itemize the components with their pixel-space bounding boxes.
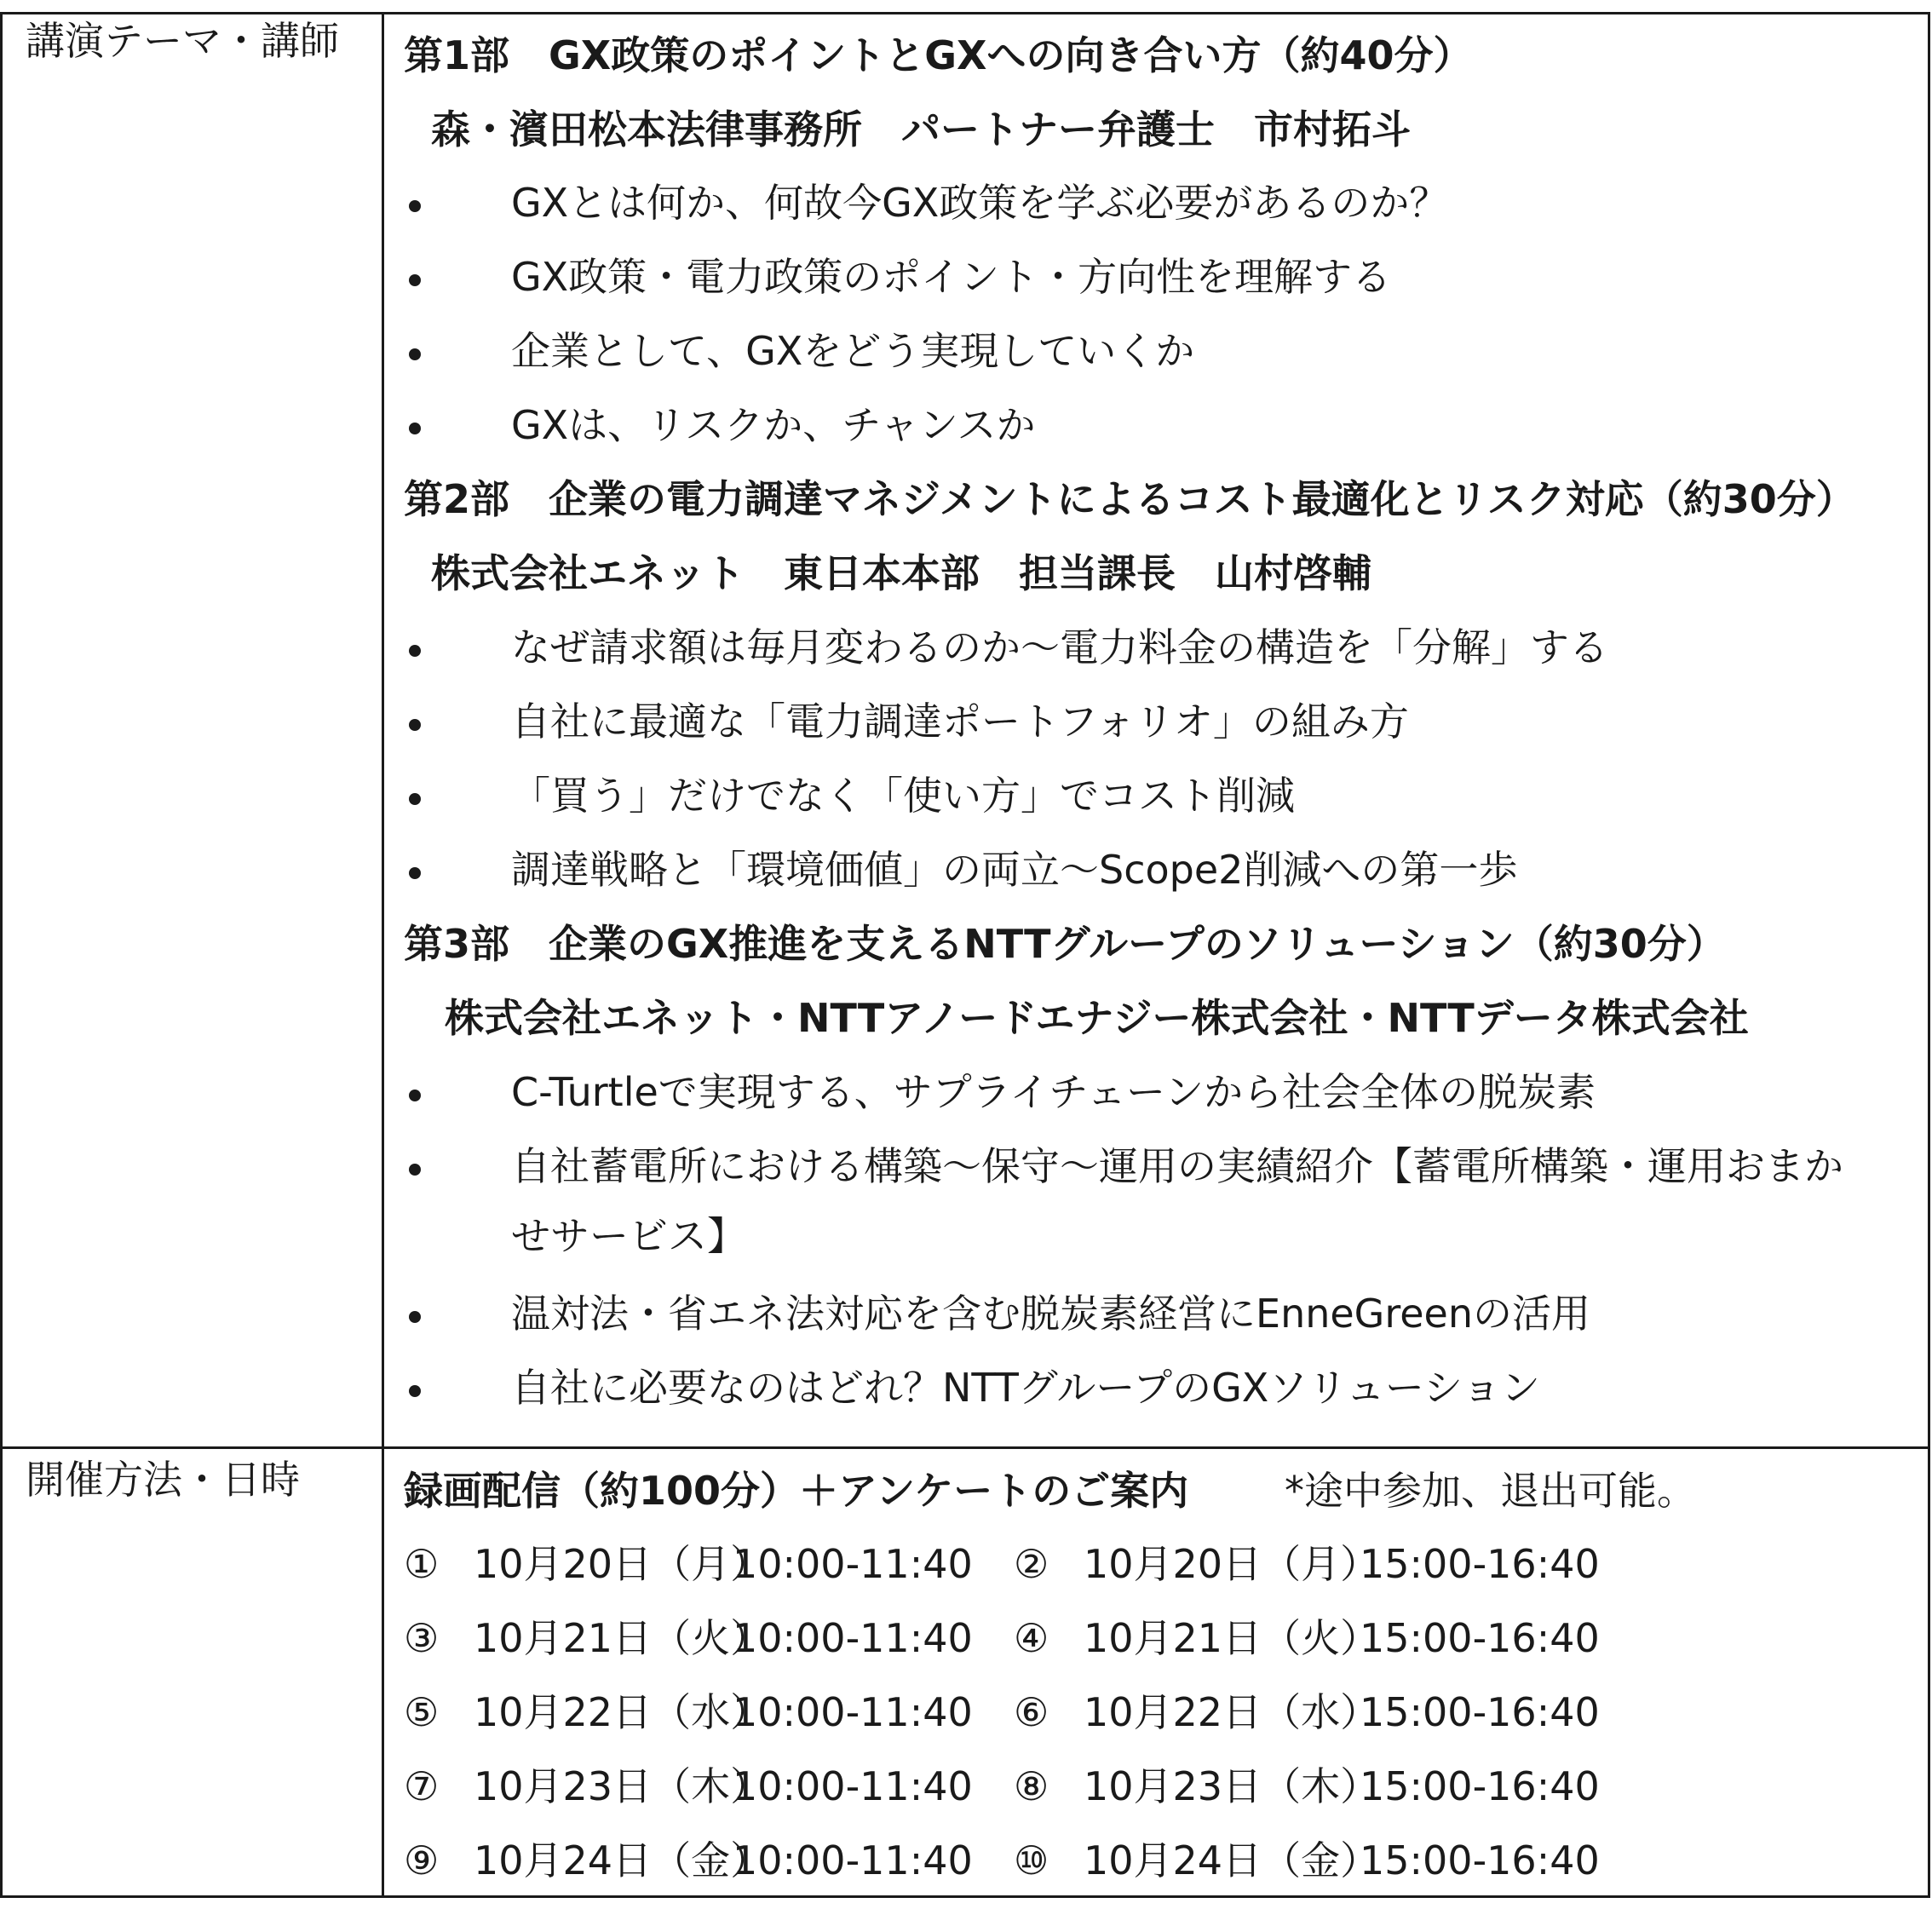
session-number: ② <box>1014 1541 1049 1587</box>
part1-bullet: 企業として、GXをどう実現していくか <box>511 328 1195 374</box>
bullet-icon <box>409 645 421 657</box>
bullet-icon <box>409 1090 421 1101</box>
bullet-icon <box>409 200 421 212</box>
session-time: 15:00-16:40 <box>1360 1541 1600 1587</box>
session-date: 10月20日（月） <box>474 1541 770 1587</box>
session-date: 10月22日（水） <box>474 1689 770 1735</box>
session-time: 10:00-11:40 <box>733 1837 973 1883</box>
session-number: ⑨ <box>404 1837 440 1883</box>
session-time: 15:00-16:40 <box>1360 1615 1600 1661</box>
part2-bullet: 自社に最適な「電力調達ポートフォリオ」の組み方 <box>511 699 1409 745</box>
schedule-note: *途中参加、退出可能。 <box>1285 1468 1696 1514</box>
session-time: 15:00-16:40 <box>1360 1837 1600 1883</box>
bullet-icon <box>409 1385 421 1397</box>
session-number: ⑤ <box>404 1689 440 1735</box>
bullet-icon <box>409 423 421 434</box>
session-time: 15:00-16:40 <box>1360 1763 1600 1809</box>
schedule-heading: 録画配信（約100分）＋アンケートのご案内 <box>404 1468 1189 1514</box>
part3-bullet: 自社に必要なのはどれ？NTTグループのGXソリューション <box>511 1365 1541 1411</box>
part2-bullet: なぜ請求額は毎月変わるのか～電力料金の構造を「分解」する <box>511 624 1608 670</box>
row-label-schedule: 開催方法・日時 <box>26 1457 300 1503</box>
part3-speaker: 株式会社エネット・NTTアノードエナジー株式会社・NTTデータ株式会社 <box>445 995 1749 1041</box>
part2-bullet: 調達戦略と「環境価値」の両立～Scope2削減への第一歩 <box>511 847 1518 893</box>
session-date: 10月23日（木） <box>1084 1763 1380 1809</box>
bullet-icon <box>409 274 421 286</box>
row-label-themes: 講演テーマ・講師 <box>26 18 339 64</box>
bullet-icon <box>409 793 421 805</box>
session-time: 10:00-11:40 <box>733 1689 973 1735</box>
session-number: ① <box>404 1541 440 1587</box>
session-time: 10:00-11:40 <box>733 1763 973 1809</box>
row-divider <box>0 1446 1930 1449</box>
session-number: ⑩ <box>1014 1837 1049 1883</box>
session-time: 15:00-16:40 <box>1360 1689 1600 1735</box>
session-date: 10月21日（火） <box>1084 1615 1380 1661</box>
part3-bullet: 自社蓄電所における構築～保守～運用の実績紹介【蓄電所構築・運用おまか <box>511 1143 1843 1189</box>
session-number: ④ <box>1014 1615 1049 1661</box>
session-date: 10月22日（水） <box>1084 1689 1380 1735</box>
bullet-icon <box>409 719 421 731</box>
session-date: 10月24日（金） <box>474 1837 770 1883</box>
session-number: ⑦ <box>404 1763 440 1809</box>
part1-title: 第1部 GX政策のポイントとGXへの向き合い方（約40分） <box>404 32 1473 78</box>
session-time: 10:00-11:40 <box>733 1541 973 1587</box>
part2-bullet: 「買う」だけでなく「使い方」でコスト削減 <box>511 773 1295 819</box>
part3-bullet: C-Turtleで実現する、サプライチェーンから社会全体の脱炭素 <box>511 1069 1596 1115</box>
session-date: 10月23日（木） <box>474 1763 770 1809</box>
session-number: ⑧ <box>1014 1763 1049 1809</box>
session-number: ③ <box>404 1615 440 1661</box>
part2-speaker: 株式会社エネット 東日本本部 担当課長 山村啓輔 <box>431 550 1371 596</box>
column-divider <box>382 12 384 1898</box>
part1-bullet: GXは、リスクか、チャンスか <box>511 402 1036 448</box>
part1-bullet: GXとは何か、何故今GX政策を学ぶ必要があるのか？ <box>511 180 1449 226</box>
part3-bullet-continued: せサービス】 <box>511 1213 746 1259</box>
part2-title: 第2部 企業の電力調達マネジメントによるコスト最適化とリスク対応（約30分） <box>404 476 1855 522</box>
bullet-icon <box>409 348 421 360</box>
part1-bullet: GX政策・電力政策のポイント・方向性を理解する <box>511 254 1392 300</box>
part3-bullet: 温対法・省エネ法対応を含む脱炭素経営にEnneGreenの活用 <box>511 1291 1590 1337</box>
session-date: 10月24日（金） <box>1084 1837 1380 1883</box>
bullet-icon <box>409 1164 421 1176</box>
bullet-icon <box>409 867 421 879</box>
session-time: 10:00-11:40 <box>733 1615 973 1661</box>
part1-speaker: 森・濱田松本法律事務所 パートナー弁護士 市村拓斗 <box>431 106 1411 152</box>
part3-title: 第3部 企業のGX推進を支えるNTTグループのソリューション（約30分） <box>404 921 1726 967</box>
session-number: ⑥ <box>1014 1689 1049 1735</box>
session-date: 10月21日（火） <box>474 1615 770 1661</box>
bullet-icon <box>409 1311 421 1323</box>
session-date: 10月20日（月） <box>1084 1541 1380 1587</box>
